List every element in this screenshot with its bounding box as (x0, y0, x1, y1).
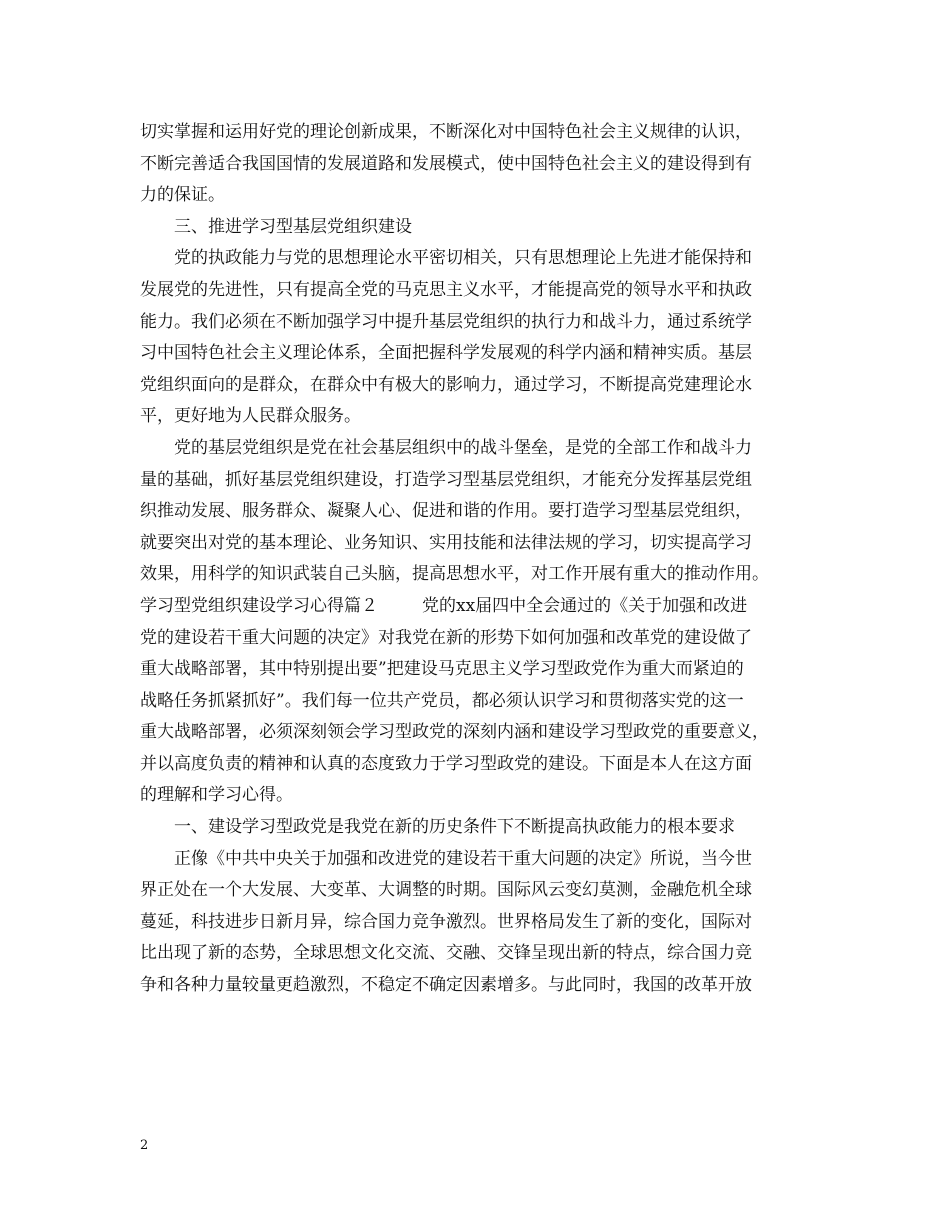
line-text: 蔓延，科技进步日新月异，综合国力竞争激烈。世界格局发生了新的变化，国际对 (140, 911, 752, 932)
text-line (140, 875, 830, 907)
line-tail-text: 党的xx届四中全会通过的《关于加强和改进 (422, 595, 748, 616)
document-body (140, 117, 830, 1002)
line-text: 三、推进学习型基层党组织建设 (174, 216, 412, 237)
line-text: 织推动发展、服务群众、凝聚人心、促进和谐的作用。要打造学习型基层党组织， (140, 501, 752, 522)
text-line (140, 338, 830, 370)
line-text: 战略任务抓紧抓好”。我们每一位共产党员，都必须认识学习和贯彻落实党的这一 (140, 690, 744, 711)
text-line (140, 212, 830, 244)
text-line (140, 307, 830, 339)
text-line (140, 275, 830, 307)
text-line (140, 907, 830, 939)
text-line (140, 780, 830, 812)
text-line (140, 496, 830, 528)
line-text: 力的保证。 (140, 185, 225, 206)
line-text: 党组织面向的是群众，在群众中有极大的影响力，通过学习，不断提高党建理论水 (140, 374, 752, 395)
line-text: 习中国特色社会主义理论体系，全面把握科学发展观的科学内涵和精神实质。基层 (140, 343, 752, 364)
line-text: 并以高度负责的精神和认真的态度致力于学习型政党的建设。下面是本人在这方面 (140, 753, 752, 774)
line-text: 就要突出对党的基本理论、业务知识、实用技能和法律法规的学习，切实提高学习 (140, 532, 752, 553)
page-number: 2 (140, 1138, 149, 1153)
line-text: 平，更好地为人民群众服务。 (140, 406, 361, 427)
line-text: 争和各种力量较量更趋激烈，不稳定不确定因素增多。与此同时，我国的改革开放 (140, 975, 752, 996)
line-text: 量的基础，抓好基层党组织建设，打造学习型基层党组织，才能充分发挥基层党组 (140, 469, 752, 490)
text-line (140, 465, 830, 497)
line-text: 党的建设若干重大问题的决定》对我党在新的形势下如何加强和改革党的建设做了 (140, 627, 752, 648)
text-line (140, 970, 830, 1002)
line-text: 重大战略部署，必须深刻领会学习型政党的深刻内涵和建设学习型政党的重要意义， (140, 722, 769, 743)
line-text: 能力。我们必须在不断加强学习中提升基层党组织的执行力和战斗力，通过系统学 (140, 311, 752, 332)
text-line (140, 243, 830, 275)
line-text: 学习型党组织建设学习心得篇２ (140, 595, 378, 616)
text-line (140, 433, 830, 465)
text-line (140, 180, 830, 212)
text-line (140, 654, 830, 686)
text-line (140, 749, 830, 781)
text-line (140, 938, 830, 970)
text-line (140, 528, 830, 560)
text-line (140, 559, 830, 591)
text-line (140, 812, 830, 844)
line-text: 发展党的先进性，只有提高全党的马克思主义水平，才能提高党的领导水平和执政 (140, 279, 752, 300)
text-line (140, 591, 830, 623)
line-text: 的理解和学习心得。 (140, 785, 293, 806)
line-text: 党的基层党组织是党在社会基层组织中的战斗堡垒，是党的全部工作和战斗力 (174, 437, 752, 458)
text-line (140, 401, 830, 433)
text-line (140, 844, 830, 876)
line-text: 正像《中共中央关于加强和改进党的建设若干重大问题的决定》所说，当今世 (174, 848, 752, 869)
line-text: 效果，用科学的知识武装自己头脑，提高思想水平，对工作开展有重大的推动作用。 (140, 564, 769, 585)
text-line (140, 370, 830, 402)
line-text: 重大战略部署，其中特别提出要”把建设马克思主义学习型政党作为重大而紧迫的 (140, 659, 744, 680)
line-text: 界正处在一个大发展、大变革、大调整的时期。国际风云变幻莫测，金融危机全球 (140, 880, 752, 901)
text-line (140, 117, 830, 149)
text-line (140, 717, 830, 749)
line-text: 党的执政能力与党的思想理论水平密切相关，只有思想理论上先进才能保持和 (174, 248, 752, 269)
text-line (140, 623, 830, 655)
line-text: 不断完善适合我国国情的发展道路和发展模式，使中国特色社会主义的建设得到有 (140, 153, 752, 174)
line-text: 切实掌握和运用好党的理论创新成果，不断深化对中国特色社会主义规律的认识， (140, 122, 752, 142)
text-line (140, 149, 830, 181)
text-line (140, 686, 830, 718)
line-text: 比出现了新的态势，全球思想文化交流、交融、交锋呈现出新的特点，综合国力竞 (140, 943, 752, 964)
line-text: 一、建设学习型政党是我党在新的历史条件下不断提高执政能力的根本要求 (174, 817, 735, 838)
